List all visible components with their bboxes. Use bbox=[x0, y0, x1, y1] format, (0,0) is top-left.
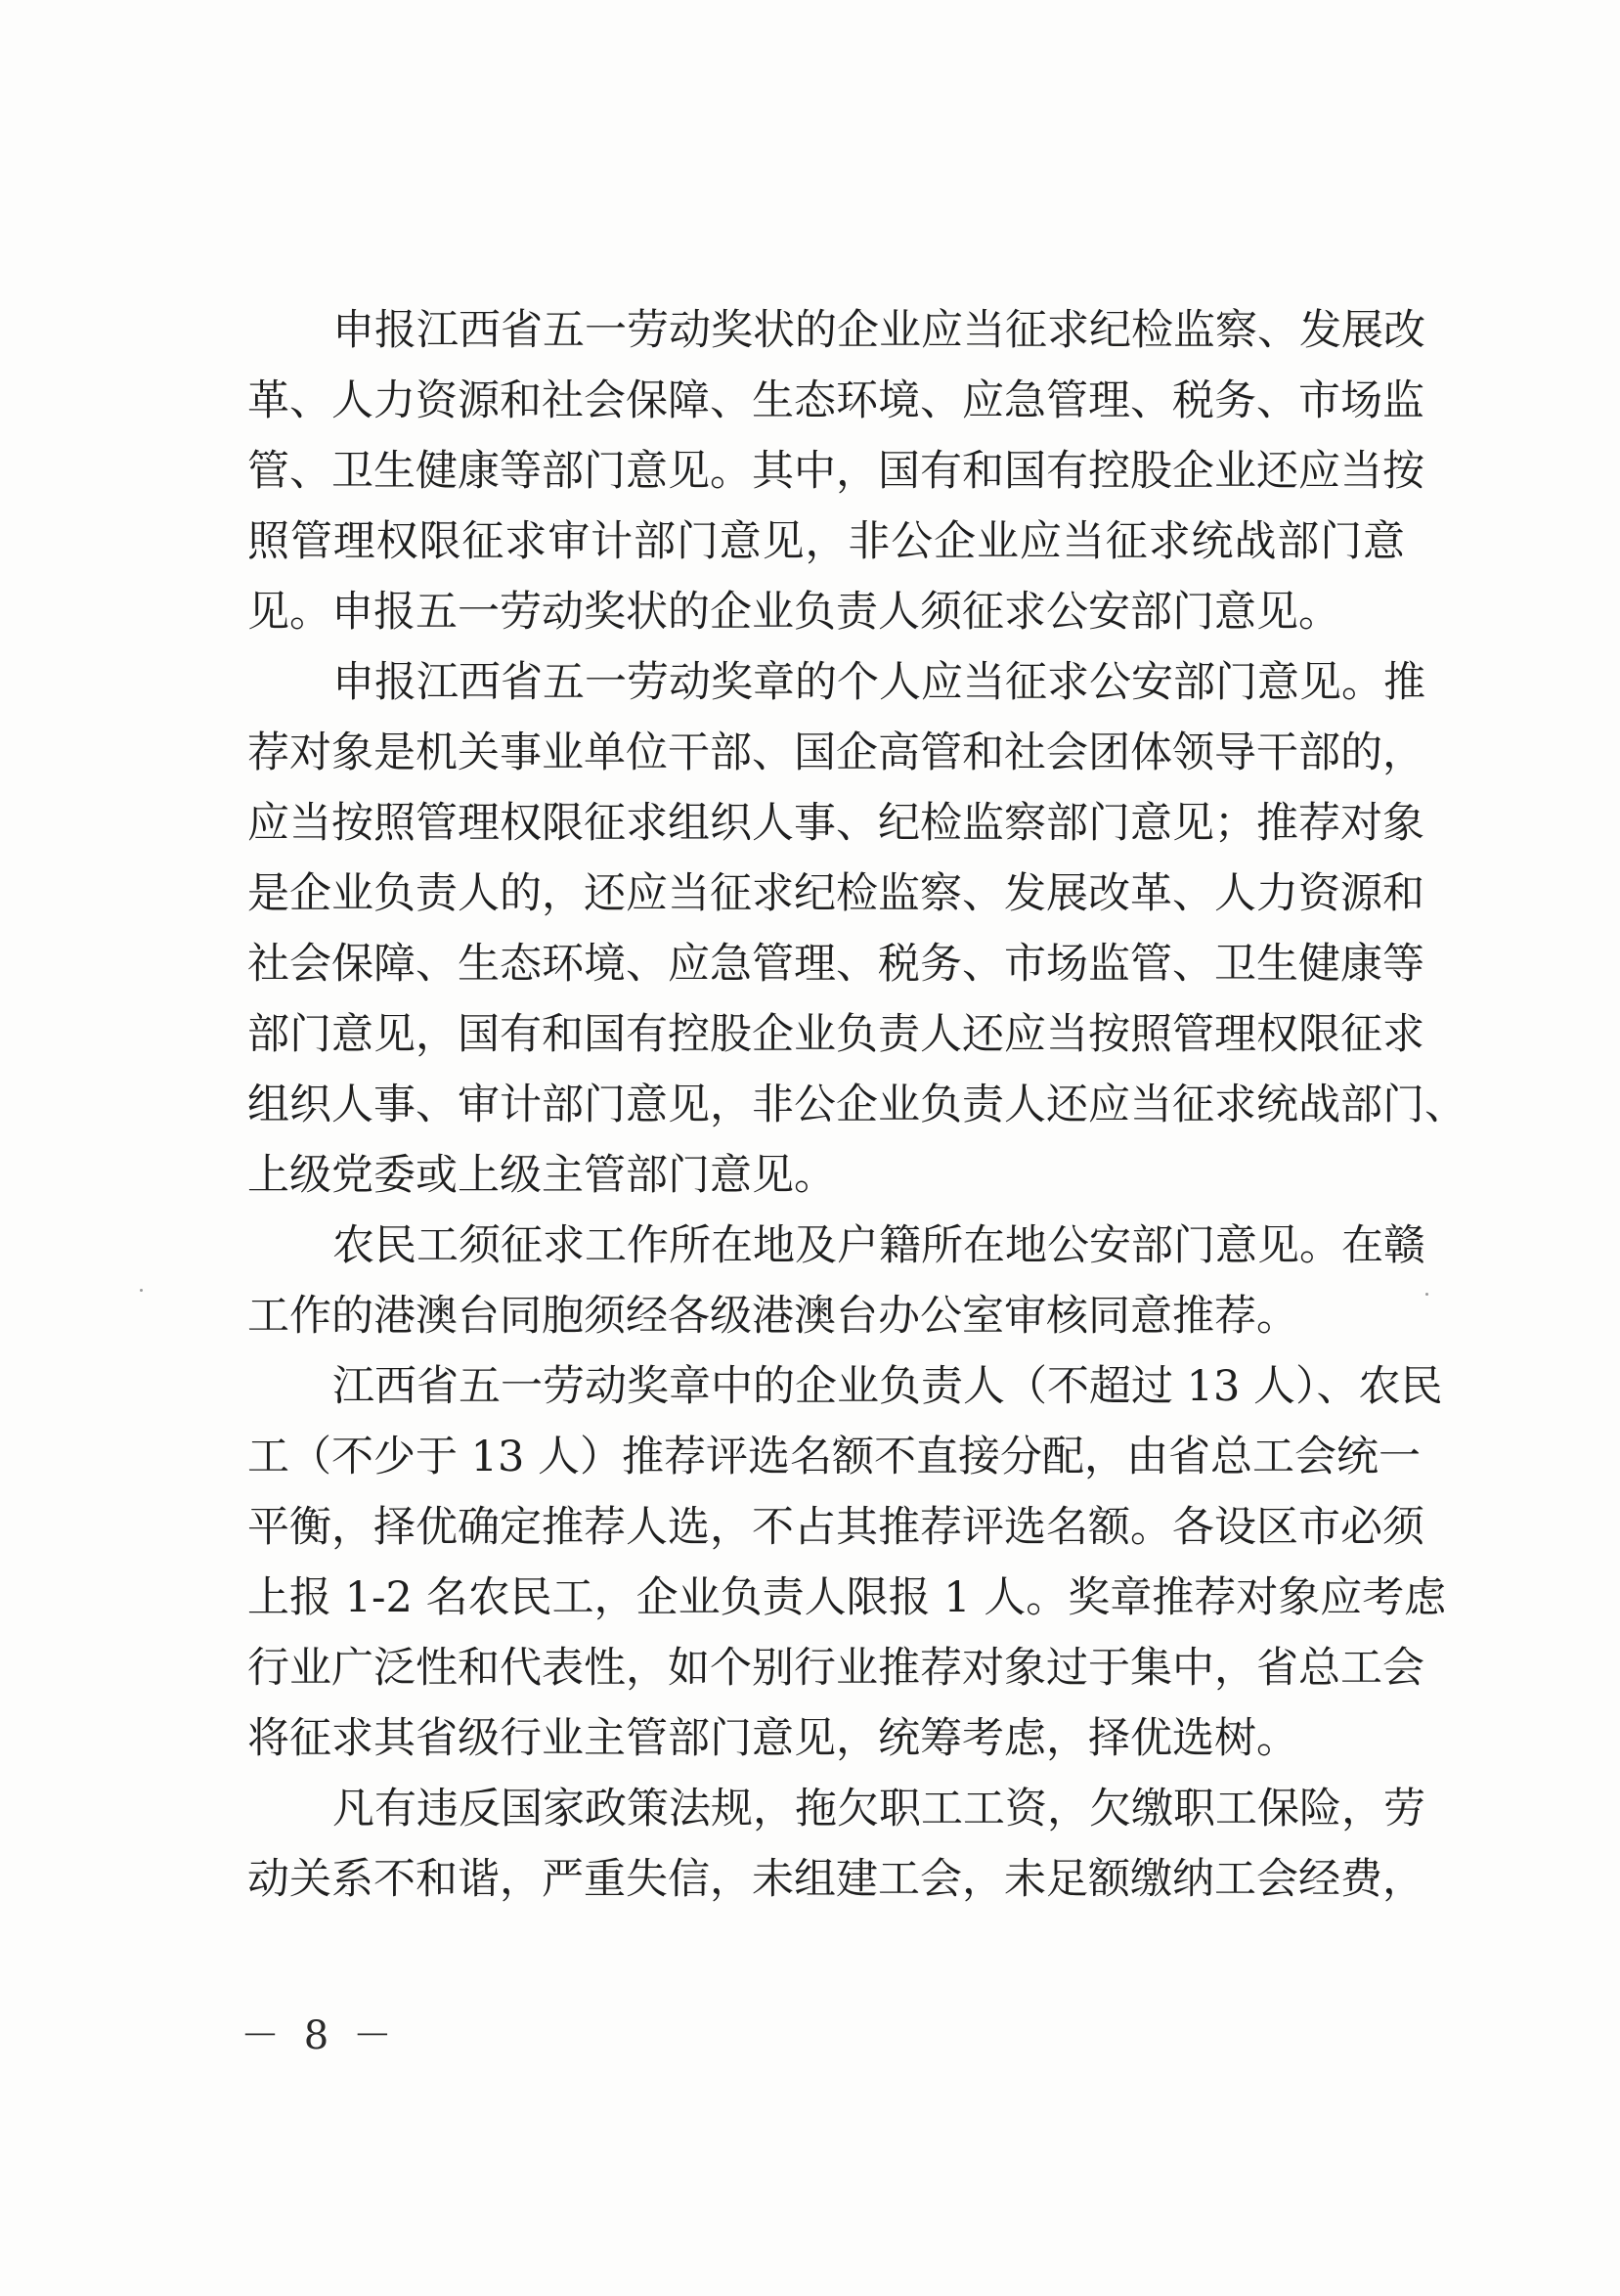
text-line: 动关系不和谐，严重失信，未组建工会，未足额缴纳工会经费， bbox=[247, 1855, 1424, 1904]
text-line: 革、人力资源和社会保障、生态环境、应急管理、税务、市场监 bbox=[247, 376, 1424, 425]
text-line: 农民工须征求工作所在地及户籍所在地公安部门意见。在赣 bbox=[332, 1221, 1425, 1270]
text-line: 工作的港澳台同胞须经各级港澳台办公室审核同意推荐。 bbox=[247, 1292, 1298, 1341]
text-line: 荐对象是机关事业单位干部、国企高管和社会团体领导干部的， bbox=[247, 729, 1424, 777]
text-line: 行业广泛性和代表性，如个别行业推荐对象过于集中，省总工会 bbox=[247, 1644, 1424, 1693]
text-line: 是企业负责人的，还应当征求纪检监察、发展改革、人力资源和 bbox=[247, 869, 1424, 918]
text-line: 将征求其省级行业主管部门意见，统筹考虑，择优选树。 bbox=[247, 1714, 1298, 1763]
paragraph-2 bbox=[247, 647, 1467, 1211]
text-line: 申报江西省五一劳动奖状的企业应当征求纪检监察、发展改 bbox=[332, 306, 1425, 355]
text-line: 上级党委或上级主管部门意见。 bbox=[247, 1151, 836, 1200]
text-line: 江西省五一劳动奖章中的企业负责人（不超过 13 人）、农民 bbox=[332, 1362, 1443, 1411]
text-line: 平衡，择优确定推荐人选，不占其推荐评选名额。各设区市必须 bbox=[247, 1503, 1424, 1552]
text-line: 工（不少于 13 人）推荐评选名额不直接分配，由省总工会统一 bbox=[247, 1433, 1422, 1481]
paragraph-5 bbox=[247, 1774, 1425, 1915]
text-line: 社会保障、生态环境、应急管理、税务、市场监管、卫生健康等 bbox=[247, 940, 1424, 989]
scan-speck bbox=[140, 1289, 143, 1292]
text-line: 凡有违反国家政策法规，拖欠职工工资，欠缴职工保险，劳 bbox=[332, 1785, 1425, 1833]
text-line: 部门意见，国有和国有控股企业负责人还应当按照管理权限征求 bbox=[247, 1010, 1424, 1059]
text-line: 申报江西省五一劳动奖章的个人应当征求公安部门意见。推 bbox=[332, 658, 1425, 707]
text-line: 应当按照管理权限征求组织人事、纪检监察部门意见；推荐对象 bbox=[247, 799, 1424, 848]
body-text bbox=[247, 295, 1467, 1915]
text-line: 照管理权限征求审计部门意见，非公企业应当征求统战部门意 bbox=[247, 517, 1405, 566]
page-number: － 8 － bbox=[241, 2013, 398, 2058]
text-line: 上报 1-2 名农民工，企业负责人限报 1 人。奖章推荐对象应考虑 bbox=[247, 1573, 1447, 1622]
paragraph-4 bbox=[247, 1351, 1447, 1774]
scan-speck bbox=[1425, 1293, 1428, 1296]
text-line: 组织人事、审计部门意见，非公企业负责人还应当征求统战部门、 bbox=[247, 1081, 1467, 1129]
text-line: 见。申报五一劳动奖状的企业负责人须征求公安部门意见。 bbox=[247, 588, 1340, 637]
text-line: 管、卫生健康等部门意见。其中，国有和国有控股企业还应当按 bbox=[247, 447, 1424, 496]
paragraph-1 bbox=[247, 295, 1425, 647]
paragraph-3 bbox=[247, 1211, 1425, 1351]
